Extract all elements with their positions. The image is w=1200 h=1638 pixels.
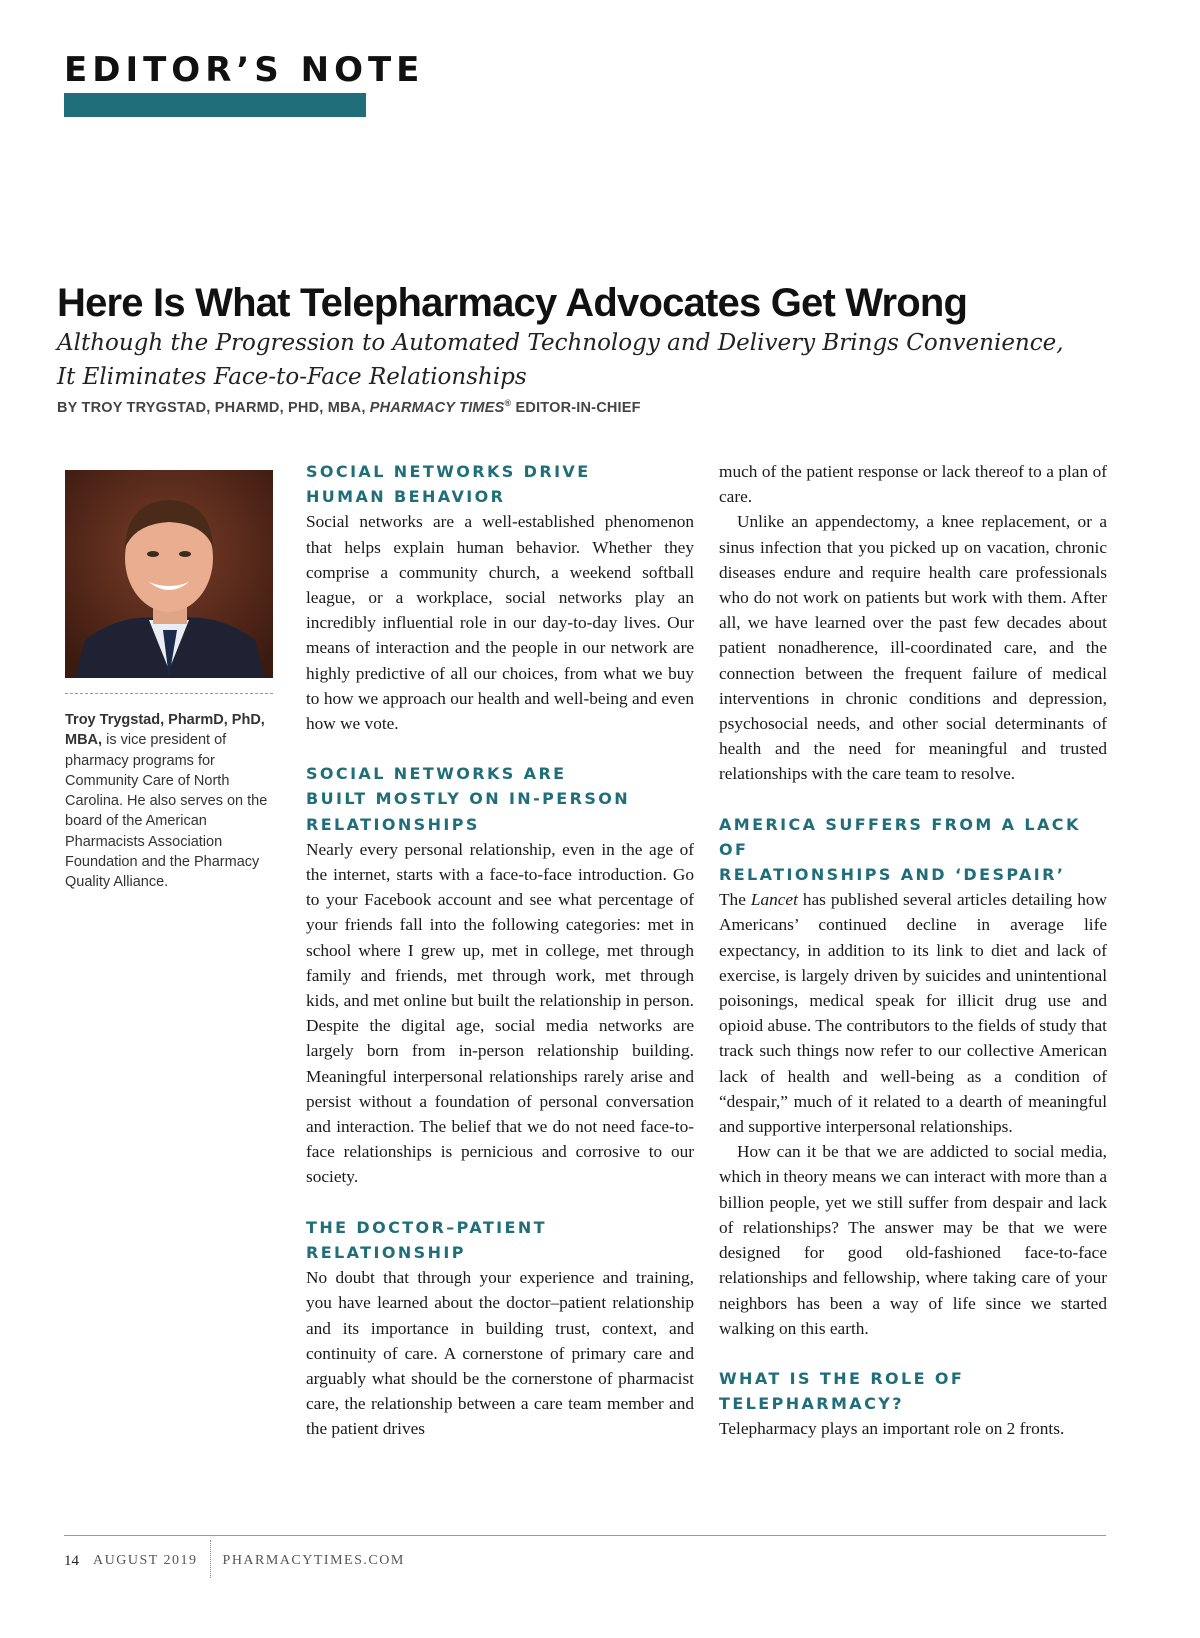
author-name: Troy Trygstad, PharmD, PhD, MBA, <box>65 712 265 749</box>
issue-date: AUGUST 2019 <box>93 1553 198 1568</box>
byline-publication: PHARMACY TIMES <box>369 399 505 416</box>
byline-prefix: BY TROY TRYGSTAD, PHARMD, PHD, MBA, <box>57 399 366 416</box>
author-bio <box>65 710 273 893</box>
paragraph: The Lancet has published several articles detailing how Americans’ continued decline in average life expectancy, in addition to its link to diet and lack of exercise, is largely driven by suicides and unintentional poisonings, medical speak for illicit drug use and opioid abuse. The contributors to the fields of study that track such things now refer to our collective American lack of health and well-being as a condition of “despair,” much of it related to a dearth of meaningful and supportive interpersonal relationships. <box>719 890 1108 1137</box>
section-heading: THE DOCTOR–PATIENT RELATIONSHIP <box>306 1217 547 1262</box>
paragraph: No doubt that through your experience and training, you have learned about the doctor–patient relationship and its importance in building trust, context, and continuity of care. A cornerstone of primary care and arguably what should be the cornerstone of pharmacist care, the relationship between a care team member and the patient drives <box>306 1268 694 1439</box>
section-heading: SOCIAL NETWORKS DRIVE HUMAN BEHAVIOR <box>306 462 591 507</box>
section-heading: WHAT IS THE ROLE OF TELEPHARMACY? <box>719 1368 965 1414</box>
author-portrait-image <box>65 470 273 678</box>
footer-rule <box>64 1535 1106 1536</box>
byline-suffix: EDITOR-IN-CHIEF <box>515 399 641 416</box>
byline <box>57 398 1157 416</box>
byline-reg-mark: ® <box>504 398 512 408</box>
page-footer <box>64 1550 405 1572</box>
deck-line-2: It Eliminates Face-to-Face Relationships <box>57 364 527 390</box>
paragraph: much of the patient response or lack thereof to a plan of care. <box>719 462 1107 507</box>
article-headline: Here Is What Telepharmacy Advocates Get Wrong <box>57 281 968 325</box>
article-column-2 <box>719 459 1107 1442</box>
article-deck <box>57 326 1157 394</box>
footer-separator <box>210 1540 211 1578</box>
paragraph: Telepharmacy plays an important role on 2 fronts. <box>719 1419 1065 1439</box>
paragraph: Social networks are a well-established phenomenon that helps explain human behavior. Whether they comprise a community church, a weekend softball league, or a workplace, social networks play an incredibly influential role in our day-to-day lives. Our means of interaction and the people in our network are highly predictive of all our choices, from what we buy to how we approach our health and well-being and even how we vote. <box>306 512 694 734</box>
section-heading: AMERICA SUFFERS FROM A LACK OF RELATIONSHIPS AND ‘DESPAIR’ <box>719 814 1081 885</box>
author-bio-text: is vice president of pharmacy programs for Community Care of North Carolina. He also serves on the board of the American Pharmacists Association Foundation and the Pharmacy Quality Alliance. <box>65 732 268 891</box>
paragraph: Unlike an appendectomy, a knee replacement, or a sinus infection that you picked up on vacation, chronic diseases endure and require health care professionals who do not work on patients but work with them. After all, we have learned over the past few decades about patient nonadherence, ill-coordinated care, and the connection between the frequent failure of medical interventions in chronic conditions and depression, psychosocial needs, and other social determinants of health and the need for meaningful and trusted relationships with the care team to resolve. <box>719 512 1107 784</box>
paragraph: Nearly every personal relationship, even in the age of the internet, starts with a face-to-face introduction. Go to your Facebook account and see what percentage of your friends fall into the following categories: met in school where I grew up, met in college, met through family and friends, met through work, met through kids, and met online but built the relationship in person. Despite the digital age, social media networks are largely born from in-person relationship building. Meaningful interpersonal relationships rarely arise and persist without a foundation of personal conversation and interaction. The belief that we do not need face-to-face relationships is pernicious and corrosive to our society. <box>306 839 694 1187</box>
deck-line-1: Although the Progression to Automated Technology and Delivery Brings Convenience, <box>57 330 1064 356</box>
site-link[interactable]: PHARMACYTIMES.COM <box>222 1553 405 1568</box>
paragraph: How can it be that we are addicted to social media, which in theory means we can interact with more than a billion people, yet we still suffer from despair and lack of relationships? The answer may be that we were designed for good old-fashioned face-to-face relationships and fellowship, where taking care of your neighbors has been a way of life since we started walking on this earth. <box>719 1142 1107 1338</box>
section-label: EDITOR’S NOTE <box>64 50 425 90</box>
section-heading: SOCIAL NETWORKS ARE BUILT MOSTLY ON IN-PERSON RELATIONSHIPS <box>306 764 631 834</box>
article-column-1 <box>306 459 694 1442</box>
section-bar <box>64 93 366 117</box>
photo-divider <box>65 693 273 694</box>
page-number: 14 <box>64 1552 79 1569</box>
author-photo <box>65 470 273 678</box>
